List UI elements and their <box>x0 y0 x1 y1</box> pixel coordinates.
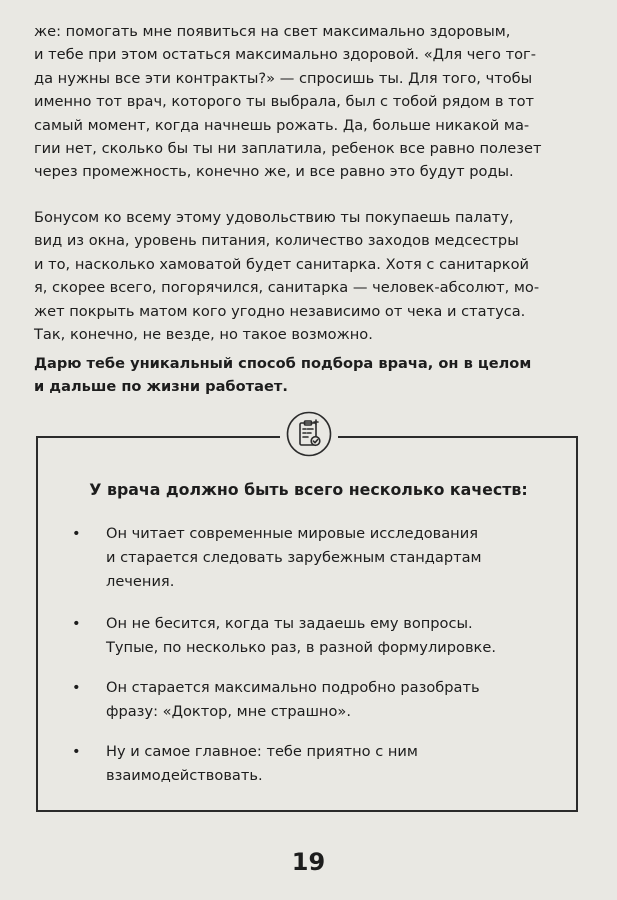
item-text <box>106 740 546 788</box>
bullet: • <box>72 743 81 760</box>
text-line: фразу: «Доктор, мне страшно». <box>106 703 351 720</box>
text-line: Так, конечно, не везде, но такое возможно. <box>34 326 373 344</box>
paragraph-gift <box>34 352 584 399</box>
clipboard-check-icon <box>280 405 338 463</box>
text-line: и тебе при этом остаться максимально здоровой. «Для чего тог- <box>34 46 536 64</box>
text-line: же: помогать мне появиться на свет максимально здоровым, <box>34 23 511 40</box>
paragraph-contracts <box>34 20 584 184</box>
text-line: и то, насколько хамоватой будет санитарка. Хотя с санитаркой <box>34 255 530 273</box>
text-line: Тупые, по несколько раз, в разной формулировке. <box>106 639 496 656</box>
box-title: У врача должно быть всего несколько качеств: <box>89 480 528 499</box>
text-line: вид из окна, уровень питания, количество заходов медсестры <box>34 232 519 250</box>
text-line: и старается следовать зарубежным стандартам <box>106 549 482 566</box>
text-line: Он старается максимально подробно разобрать <box>106 679 480 696</box>
text-line: взаимодействовать. <box>106 767 263 784</box>
bullet: • <box>72 525 81 542</box>
bullet: • <box>72 615 81 632</box>
text-line: Ну и самое главное: тебе приятно с ним <box>106 743 418 760</box>
text-line: самый момент, когда начнешь рожать. Да, больше никакой ма- <box>34 116 530 134</box>
paragraph-bonus <box>34 206 584 346</box>
text-line: лечения. <box>106 573 175 590</box>
item-text <box>106 612 546 660</box>
text-line: Он читает современные мировые исследования <box>106 525 478 542</box>
text-line: и дальше по жизни работает. <box>34 378 288 396</box>
item-text <box>106 676 546 724</box>
text-line: жет покрыть матом кого угодно независимо от чека и статуса. <box>34 302 526 320</box>
text-line: Дарю тебе уникальный способ подбора врача, он в целом <box>34 355 532 372</box>
text-line: да нужны все эти контракты?» — спросишь ты. Для того, чтобы <box>34 69 533 87</box>
text-line: Он не бесится, когда ты задаешь ему вопросы. <box>106 615 473 632</box>
text-line: гии нет, сколько бы ты ни заплатила, ребенок все равно полезет <box>34 140 542 158</box>
text-line: через промежность, конечно же, и все равно это будут роды. <box>34 163 514 181</box>
item-text <box>106 522 546 594</box>
page-number: 19 <box>291 848 326 876</box>
text-line: Бонусом ко всему этому удовольствию ты покупаешь палату, <box>34 209 514 226</box>
text-line: я, скорее всего, погорячился, санитарка — человек-абсолют, мо- <box>34 279 540 297</box>
text-line: именно тот врач, которого ты выбрала, был с тобой рядом в тот <box>34 93 535 111</box>
bullet: • <box>72 679 81 696</box>
